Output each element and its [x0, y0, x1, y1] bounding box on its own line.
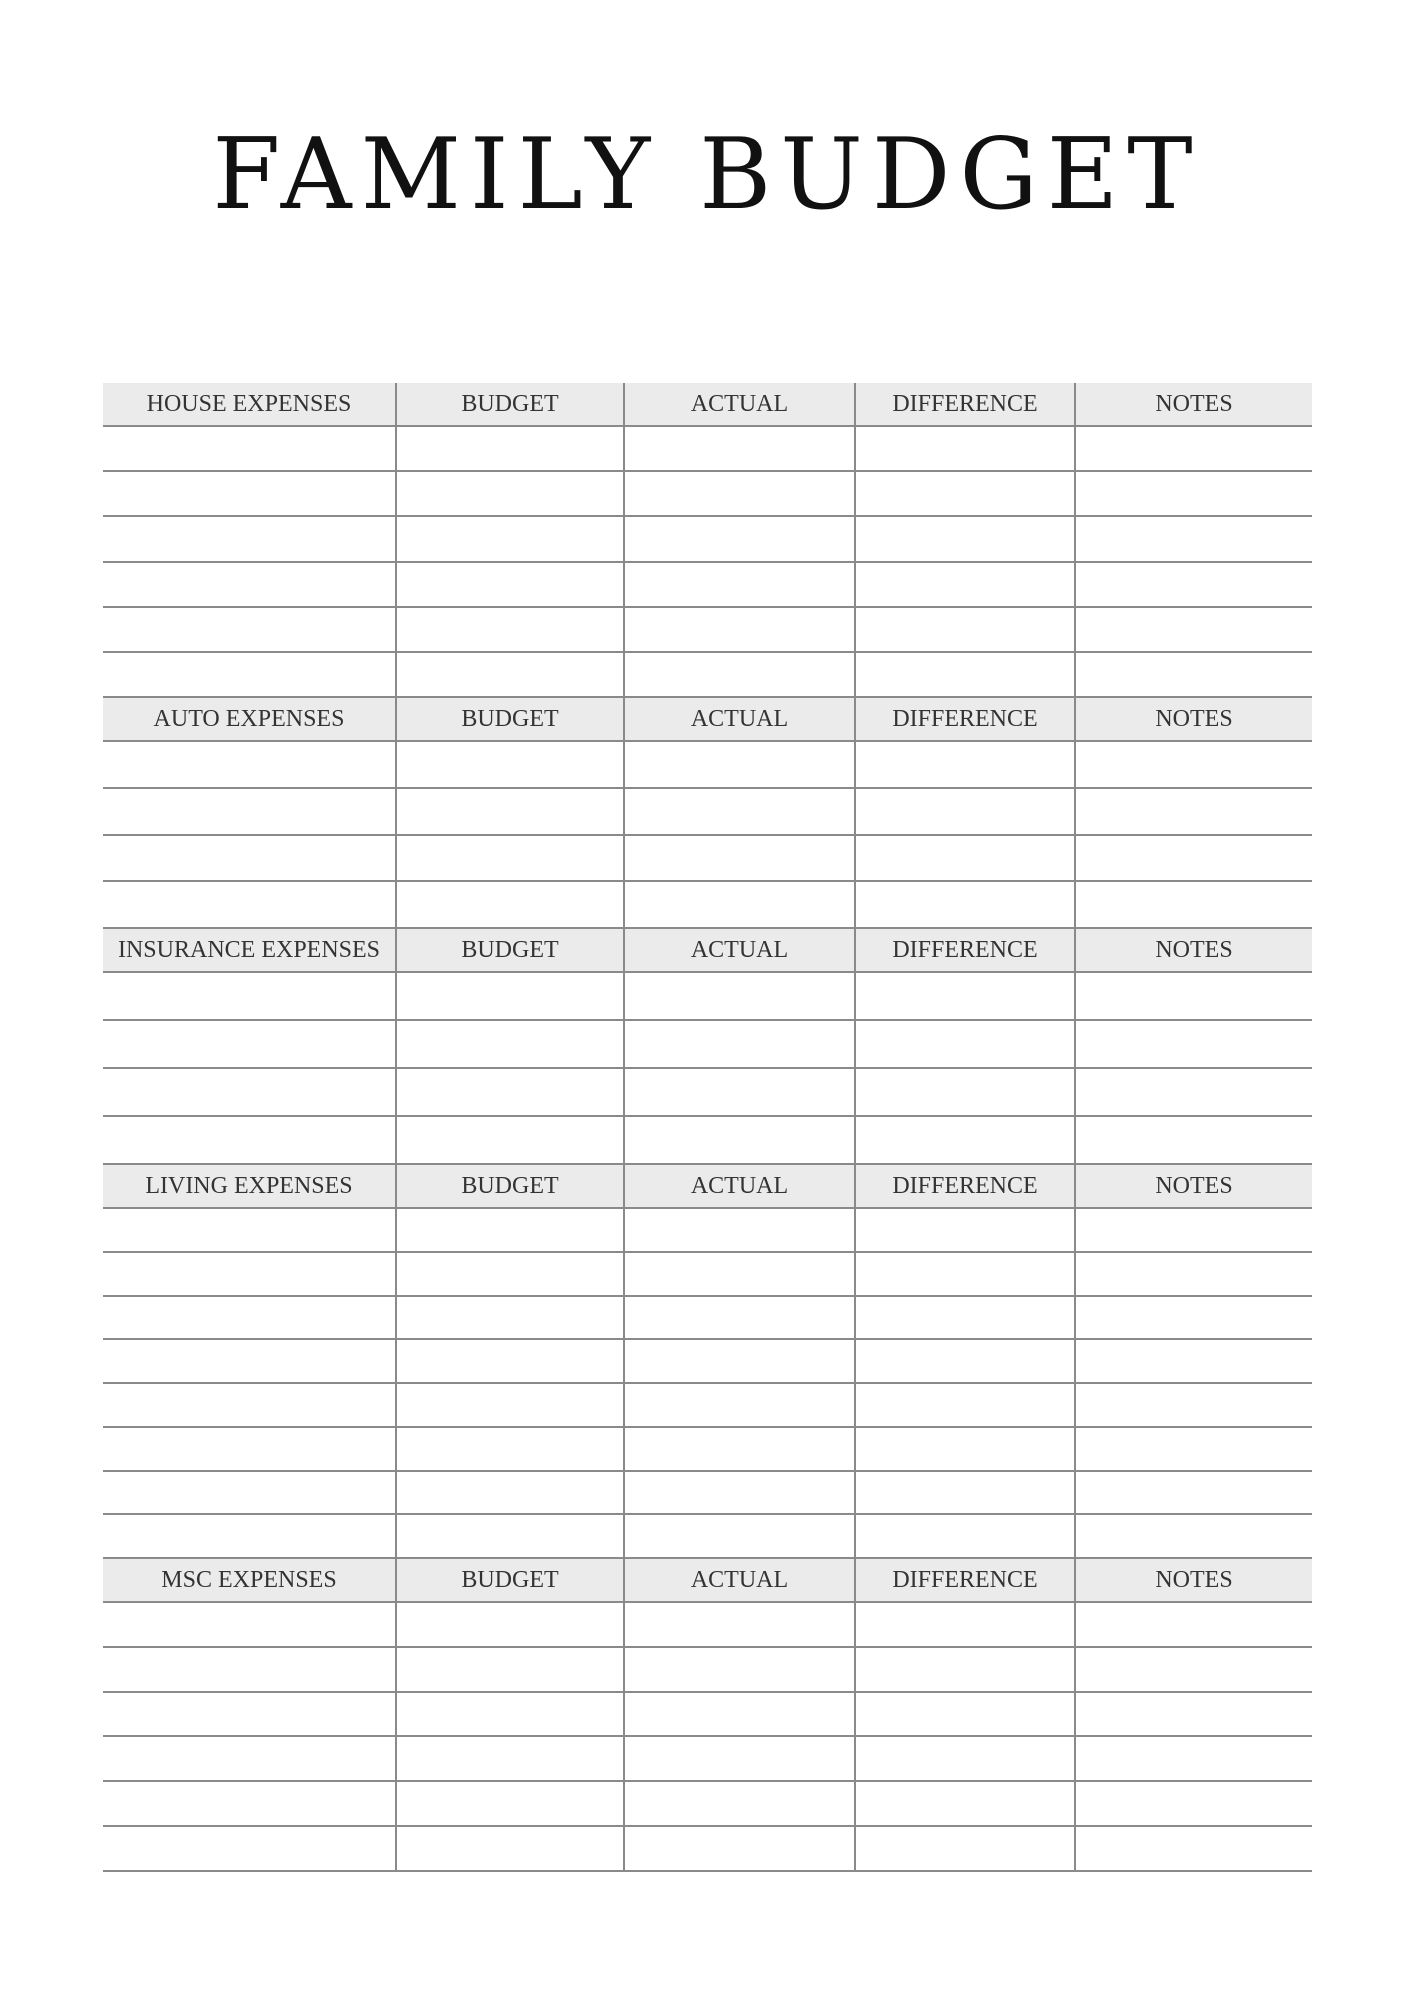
entry-cell[interactable] — [103, 472, 397, 515]
entry-cell[interactable] — [397, 1069, 625, 1115]
column-header: ACTUAL — [625, 698, 856, 740]
entry-cell[interactable] — [1076, 1693, 1312, 1736]
column-header: DIFFERENCE — [856, 1559, 1076, 1601]
table-row — [103, 472, 1312, 517]
entry-cell[interactable] — [856, 517, 1076, 560]
entry-cell[interactable] — [1076, 1782, 1312, 1825]
entry-cell[interactable] — [856, 427, 1076, 470]
entry-cell[interactable] — [856, 1340, 1076, 1382]
entry-cell[interactable] — [1076, 1603, 1312, 1646]
entry-cell[interactable] — [397, 608, 625, 651]
entry-cell[interactable] — [1076, 563, 1312, 606]
entry-cell[interactable] — [856, 789, 1076, 834]
column-header: ACTUAL — [625, 1559, 856, 1601]
entry-cell[interactable] — [397, 1648, 625, 1691]
entry-cell[interactable] — [1076, 1069, 1312, 1115]
column-header: NOTES — [1155, 1566, 1233, 1593]
entry-cell[interactable] — [856, 1021, 1076, 1067]
entry-cell[interactable] — [625, 1648, 856, 1691]
entry-cell[interactable] — [856, 973, 1076, 1019]
entry-cell[interactable] — [397, 1340, 625, 1382]
entry-cell[interactable] — [1076, 1209, 1312, 1251]
entry-cell[interactable] — [397, 1297, 625, 1339]
entry-cell[interactable] — [103, 789, 397, 834]
entry-cell[interactable] — [1076, 653, 1312, 696]
entry-cell[interactable] — [856, 1603, 1076, 1646]
budget-table-msc-expenses — [103, 1559, 1312, 1872]
entry-cell[interactable] — [625, 973, 856, 1019]
entry-cell[interactable] — [856, 608, 1076, 651]
entry-cell[interactable] — [103, 742, 397, 787]
entry-cell[interactable] — [397, 427, 625, 470]
entry-cell[interactable] — [397, 563, 625, 606]
entry-cell[interactable] — [103, 1737, 397, 1780]
entry-cell[interactable] — [625, 1117, 856, 1163]
entry-cell[interactable] — [856, 742, 1076, 787]
entry-cell[interactable] — [1076, 1384, 1312, 1426]
table-row — [103, 836, 1312, 883]
entry-cell[interactable] — [625, 836, 856, 881]
entry-cell[interactable] — [103, 1472, 397, 1514]
entry-cell[interactable] — [103, 973, 397, 1019]
entry-cell[interactable] — [1076, 1253, 1312, 1295]
entry-cell[interactable] — [625, 1782, 856, 1825]
entry-cell[interactable] — [103, 1117, 397, 1163]
entry-cell[interactable] — [625, 1737, 856, 1780]
table-row — [103, 1827, 1312, 1872]
column-header: ACTUAL — [625, 383, 856, 425]
entry-cell[interactable] — [397, 836, 625, 881]
table-row — [103, 1340, 1312, 1384]
entry-cell[interactable] — [856, 1069, 1076, 1115]
entry-cell[interactable] — [103, 427, 397, 470]
entry-cell[interactable] — [856, 882, 1076, 927]
table-row — [103, 1253, 1312, 1297]
table-row — [103, 742, 1312, 789]
entry-cell[interactable] — [103, 1340, 397, 1382]
column-header: BUDGET — [397, 929, 625, 971]
budget-table-living-expenses — [103, 1165, 1312, 1559]
entry-cell[interactable] — [103, 1021, 397, 1067]
table-row — [103, 517, 1312, 562]
entry-cell[interactable] — [625, 1021, 856, 1067]
budget-table-auto-expenses — [103, 698, 1312, 929]
table-row — [103, 1737, 1312, 1782]
table-row — [103, 1021, 1312, 1069]
entry-cell[interactable] — [856, 1827, 1076, 1870]
table-header — [103, 383, 1312, 427]
entry-cell[interactable] — [1076, 608, 1312, 651]
entry-cell[interactable] — [397, 1515, 625, 1557]
entry-cell[interactable] — [103, 1515, 397, 1557]
entry-cell[interactable] — [1076, 427, 1312, 470]
entry-cell[interactable] — [856, 1648, 1076, 1691]
entry-cell[interactable] — [1076, 742, 1312, 787]
table-row — [103, 1648, 1312, 1693]
table-row — [103, 1428, 1312, 1472]
entry-cell[interactable] — [856, 1209, 1076, 1251]
column-header: DIFFERENCE — [856, 383, 1076, 425]
column-header: ACTUAL — [625, 929, 856, 971]
entry-cell[interactable] — [1076, 1648, 1312, 1691]
entry-cell[interactable] — [856, 563, 1076, 606]
table-row — [103, 1472, 1312, 1516]
entry-cell[interactable] — [397, 1117, 625, 1163]
column-header: NOTES — [1155, 936, 1233, 963]
entry-cell[interactable] — [625, 1253, 856, 1295]
table-row — [103, 608, 1312, 653]
entry-cell[interactable] — [397, 1603, 625, 1646]
entry-cell[interactable] — [397, 1472, 625, 1514]
table-row — [103, 1117, 1312, 1165]
column-header: HOUSE EXPENSES — [103, 383, 397, 425]
table-row — [103, 1069, 1312, 1117]
entry-cell[interactable] — [103, 882, 397, 927]
table-row — [103, 1603, 1312, 1648]
entry-cell[interactable] — [625, 1827, 856, 1870]
table-row — [103, 1782, 1312, 1827]
table-row — [103, 1384, 1312, 1428]
entry-cell[interactable] — [625, 1693, 856, 1736]
table-row — [103, 1297, 1312, 1341]
column-header: BUDGET — [397, 698, 625, 740]
entry-cell[interactable] — [397, 1253, 625, 1295]
entry-cell[interactable] — [1076, 1340, 1312, 1382]
entry-cell[interactable] — [625, 1297, 856, 1339]
entry-cell[interactable] — [856, 1384, 1076, 1426]
entry-cell[interactable] — [103, 1209, 397, 1251]
entry-cell[interactable] — [625, 608, 856, 651]
entry-cell[interactable] — [856, 472, 1076, 515]
table-header — [103, 1559, 1312, 1603]
entry-cell[interactable] — [1076, 1428, 1312, 1470]
entry-cell[interactable] — [397, 1021, 625, 1067]
entry-cell[interactable] — [397, 742, 625, 787]
entry-cell[interactable] — [103, 1297, 397, 1339]
entry-cell[interactable] — [625, 1428, 856, 1470]
entry-cell[interactable] — [856, 1117, 1076, 1163]
column-header: AUTO EXPENSES — [103, 698, 397, 740]
entry-cell[interactable] — [1076, 1515, 1312, 1557]
table-row — [103, 789, 1312, 836]
budget-table-house-expenses — [103, 383, 1312, 698]
entry-cell[interactable] — [856, 1428, 1076, 1470]
page-title: FAMILY BUDGET — [212, 118, 1202, 232]
table-row — [103, 973, 1312, 1021]
entry-cell[interactable] — [103, 1428, 397, 1470]
entry-cell[interactable] — [856, 1253, 1076, 1295]
entry-cell[interactable] — [103, 836, 397, 881]
table-header — [103, 1165, 1312, 1209]
column-header: LIVING EXPENSES — [103, 1165, 397, 1207]
column-header: MSC EXPENSES — [103, 1559, 397, 1601]
entry-cell[interactable] — [1076, 472, 1312, 515]
table-row — [103, 653, 1312, 698]
entry-cell[interactable] — [625, 742, 856, 787]
entry-cell[interactable] — [856, 1515, 1076, 1557]
entry-cell[interactable] — [397, 1209, 625, 1251]
entry-cell[interactable] — [625, 882, 856, 927]
entry-cell[interactable] — [397, 1428, 625, 1470]
entry-cell[interactable] — [625, 1603, 856, 1646]
column-header: BUDGET — [397, 383, 625, 425]
column-header: NOTES — [1155, 390, 1233, 417]
entry-cell[interactable] — [625, 1515, 856, 1557]
column-header: DIFFERENCE — [856, 929, 1076, 971]
entry-cell[interactable] — [625, 653, 856, 696]
entry-cell[interactable] — [103, 1253, 397, 1295]
entry-cell[interactable] — [103, 1693, 397, 1736]
entry-cell[interactable] — [103, 1069, 397, 1115]
entry-cell[interactable] — [103, 1384, 397, 1426]
entry-cell[interactable] — [625, 517, 856, 560]
entry-cell[interactable] — [625, 789, 856, 834]
column-header: DIFFERENCE — [856, 1165, 1076, 1207]
entry-cell[interactable] — [103, 1827, 397, 1870]
column-header: INSURANCE EXPENSES — [103, 929, 397, 971]
entry-cell[interactable] — [397, 653, 625, 696]
entry-cell[interactable] — [1076, 1297, 1312, 1339]
entry-cell[interactable] — [625, 472, 856, 515]
column-header: BUDGET — [397, 1165, 625, 1207]
entry-cell[interactable] — [856, 1737, 1076, 1780]
table-row — [103, 882, 1312, 929]
entry-cell[interactable] — [1076, 882, 1312, 927]
entry-cell[interactable] — [397, 1827, 625, 1870]
entry-cell[interactable] — [397, 973, 625, 1019]
table-row — [103, 1515, 1312, 1559]
entry-cell[interactable] — [625, 1340, 856, 1382]
entry-cell[interactable] — [625, 427, 856, 470]
entry-cell[interactable] — [1076, 1737, 1312, 1780]
column-header: DIFFERENCE — [856, 698, 1076, 740]
entry-cell[interactable] — [625, 563, 856, 606]
entry-cell[interactable] — [1076, 1827, 1312, 1870]
entry-cell[interactable] — [103, 517, 397, 560]
table-row — [103, 563, 1312, 608]
entry-cell[interactable] — [397, 789, 625, 834]
entry-cell[interactable] — [397, 1384, 625, 1426]
entry-cell[interactable] — [1076, 1021, 1312, 1067]
table-header — [103, 929, 1312, 973]
entry-cell[interactable] — [397, 882, 625, 927]
entry-cell[interactable] — [856, 836, 1076, 881]
entry-cell[interactable] — [1076, 973, 1312, 1019]
entry-cell[interactable] — [625, 1472, 856, 1514]
column-header: NOTES — [1155, 705, 1233, 732]
table-row — [103, 1209, 1312, 1253]
entry-cell[interactable] — [103, 1648, 397, 1691]
entry-cell[interactable] — [625, 1209, 856, 1251]
entry-cell[interactable] — [103, 608, 397, 651]
entry-cell[interactable] — [625, 1384, 856, 1426]
entry-cell[interactable] — [397, 472, 625, 515]
table-row — [103, 427, 1312, 472]
entry-cell[interactable] — [1076, 1472, 1312, 1514]
entry-cell[interactable] — [856, 1693, 1076, 1736]
entry-cell[interactable] — [625, 1069, 856, 1115]
column-header: ACTUAL — [625, 1165, 856, 1207]
entry-cell[interactable] — [1076, 836, 1312, 881]
entry-cell[interactable] — [103, 1782, 397, 1825]
entry-cell[interactable] — [856, 1297, 1076, 1339]
entry-cell[interactable] — [397, 1737, 625, 1780]
budget-table-insurance-expenses — [103, 929, 1312, 1165]
entry-cell[interactable] — [856, 653, 1076, 696]
table-row — [103, 1693, 1312, 1738]
column-header: NOTES — [1155, 1172, 1233, 1199]
entry-cell[interactable] — [1076, 789, 1312, 834]
entry-cell[interactable] — [1076, 1117, 1312, 1163]
table-header — [103, 698, 1312, 742]
entry-cell[interactable] — [103, 563, 397, 606]
entry-cell[interactable] — [397, 517, 625, 560]
entry-cell[interactable] — [397, 1693, 625, 1736]
entry-cell[interactable] — [103, 653, 397, 696]
entry-cell[interactable] — [856, 1782, 1076, 1825]
entry-cell[interactable] — [397, 1782, 625, 1825]
entry-cell[interactable] — [1076, 517, 1312, 560]
entry-cell[interactable] — [103, 1603, 397, 1646]
entry-cell[interactable] — [856, 1472, 1076, 1514]
column-header: BUDGET — [397, 1559, 625, 1601]
